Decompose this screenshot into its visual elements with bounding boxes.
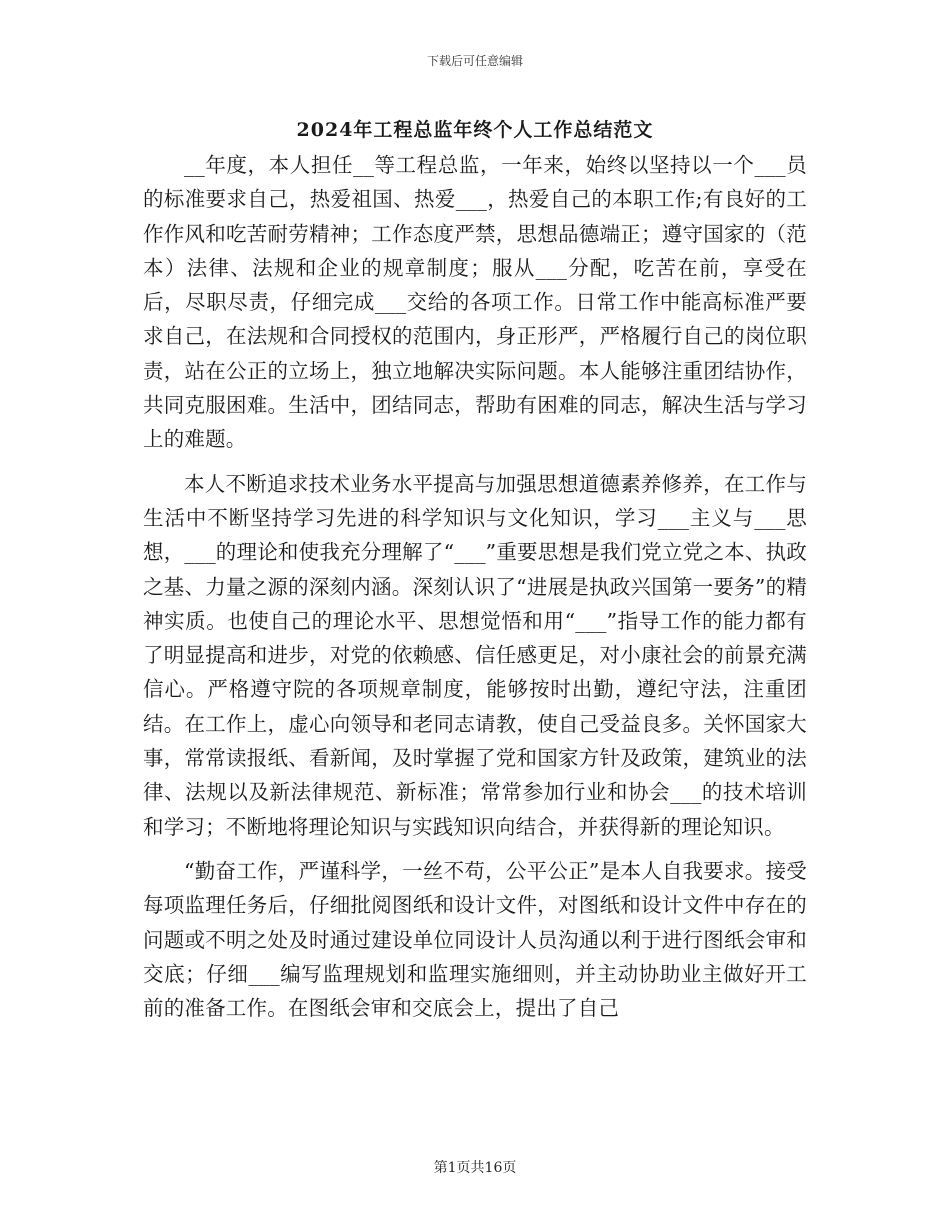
paragraph: __年度，本人担任__等工程总监，一年来，始终以坚持以一个___员的标准要求自己，热爱祖国、热爱___，热爱自己的本职工作;有良好的工作作风和吃苦耐劳精神；工作态度严禁，思想品德端正；遵守国家的（范本）法律、法规和企业的规章制度；服从___分配，吃苦在前，享受在后，尽职尽责，仔细完成___交给的各项工作。日常工作中能高标准严要求自己，在法规和合同授权的范围内，身正形严，严格履行自己的岗位职责，站在公正的立场上，独立地解决实际问题。本人能够注重团结协作，共同克服困难。生活中，团结同志，帮助有困难的同志，解决生活与学习上的难题。 (143, 153, 807, 452)
page-number: 第1页共16页 (433, 1160, 517, 1176)
document-body (143, 148, 807, 1025)
document-title: 2024年工程总监年终个人工作总结范文 (296, 119, 654, 141)
paragraph: “勤奋工作，严谨科学，一丝不苟，公平公正”是本人自我要求。接受每项监理任务后，仔细批阅图纸和设计文件，对图纸和设计文件中存在的问题或不明之处及时通过建设单位同设计人员沟通以利于进行图纸会审和交底；仔细___编写监理规划和监理实施细则，并主动协助业主做好开工前的准备工作。在图纸会审和交底会上，提出了自己 (143, 858, 807, 1021)
page-header-note: 下载后可任意编辑 (426, 54, 523, 68)
paragraph: 本人不断追求技术业务水平提高与加强思想道德素养修养，在工作与生活中不断坚持学习先进的科学知识与文化知识，学习___主义与___思想，___的理论和使我充分理解了“___”重要思想是我们党立党之本、执政之基、力量之源的深刻内涵。深刻认识了“进展是执政兴国第一要务”的精神实质。也使自己的理论水平、思想觉悟和用“___”指导工作的能力都有了明显提高和进步，对党的依赖感、信任感更足，对小康社会的前景充满信心。严格遵守院的各项规章制度，能够按时出勤，遵纪守法，注重团结。在工作上，虚心向领导和老同志请教，使自己受益良多。关怀国家大事，常常读报纸、看新闻，及时掌握了党和国家方针及政策，建筑业的法律、法规以及新法律规范、新标准；常常参加行业和协会___的技术培训和学习；不断地将理论知识与实践知识向结合，并获得新的理论知识。 (143, 471, 807, 839)
